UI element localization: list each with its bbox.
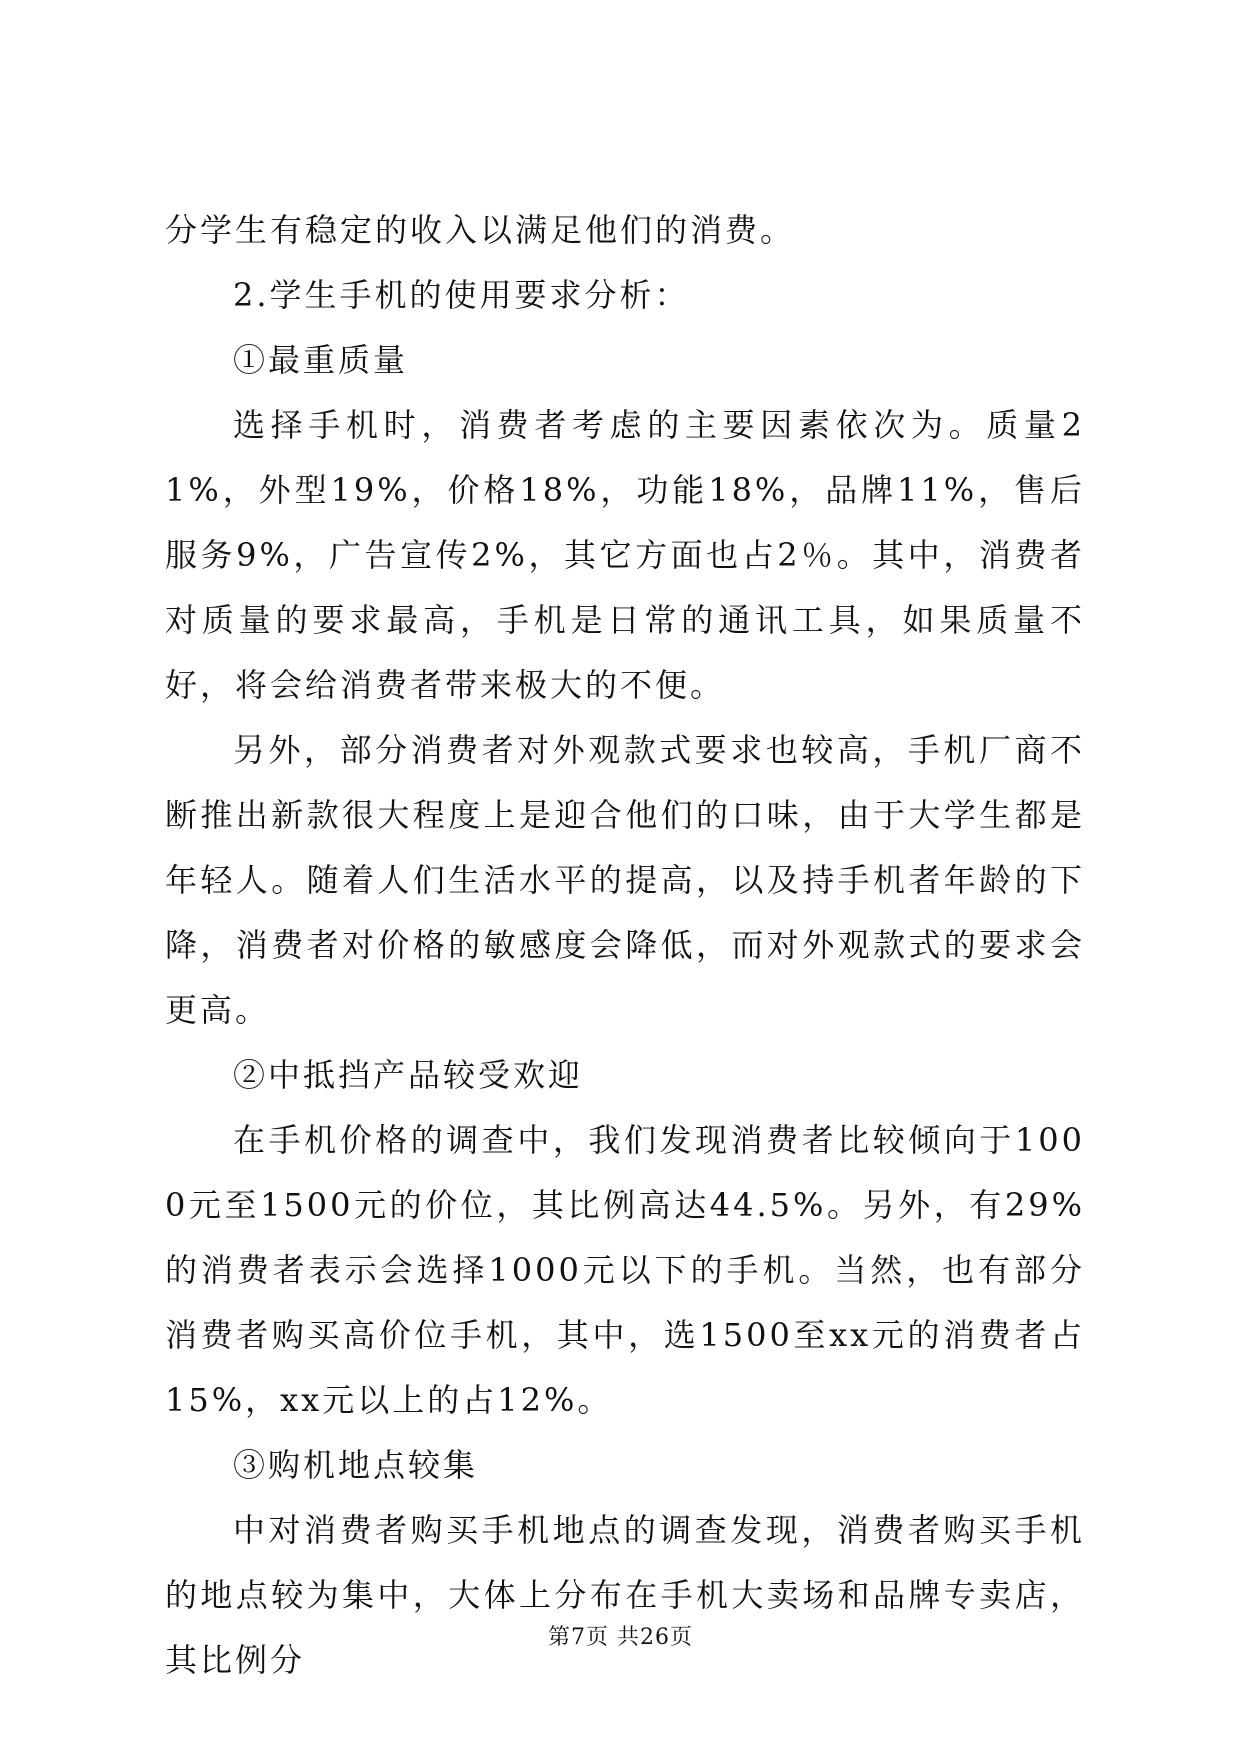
- subheading-quality: ①最重质量: [233, 341, 409, 379]
- subheading-purchase-location: ③购机地点较集: [233, 1446, 479, 1484]
- document-body: [165, 198, 1085, 1693]
- subheading-mid-range: ②中抵挡产品较受欢迎: [233, 1056, 584, 1094]
- paragraph-location-survey: 中对消费者购买手机地点的调查发现，消费者购买手机的地点较为集中，大体上分布在手机大卖场和品牌专卖店，其比例分: [165, 1511, 1085, 1679]
- section-heading-usage-requirements: 2.学生手机的使用要求分析：: [233, 276, 690, 314]
- paragraph-appearance: 另外，部分消费者对外观款式要求也较高，手机厂商不断推出新款很大程度上是迎合他们的口味，由于大学生都是年轻人。随着人们生活水平的提高，以及持手机者年龄的下降，消费者对价格的敏感度会降低，而对外观款式的要求会更高。: [165, 731, 1085, 1029]
- paragraph-price-survey: 在手机价格的调查中，我们发现消费者比较倾向于1000元至1500元的价位，其比例高达44.5%。另外，有29%的消费者表示会选择1000元以下的手机。当然，也有部分消费者购买高价位手机，其中，选1500至xx元的消费者占15%，xx元以上的占12%。: [165, 1121, 1085, 1419]
- page-number-footer: 第7页 共26页: [548, 1625, 693, 1650]
- paragraph-selection-factors: 选择手机时，消费者考虑的主要因素依次为。质量21%，外型19%，价格18%，功能18%，品牌11%，售后服务9%，广告宣传2%，其它方面也占2％。其中，消费者对质量的要求最高，手机是日常的通讯工具，如果质量不好，将会给消费者带来极大的不便。: [165, 406, 1085, 704]
- paragraph-continuation: 分学生有稳定的收入以满足他们的消费。: [165, 211, 796, 249]
